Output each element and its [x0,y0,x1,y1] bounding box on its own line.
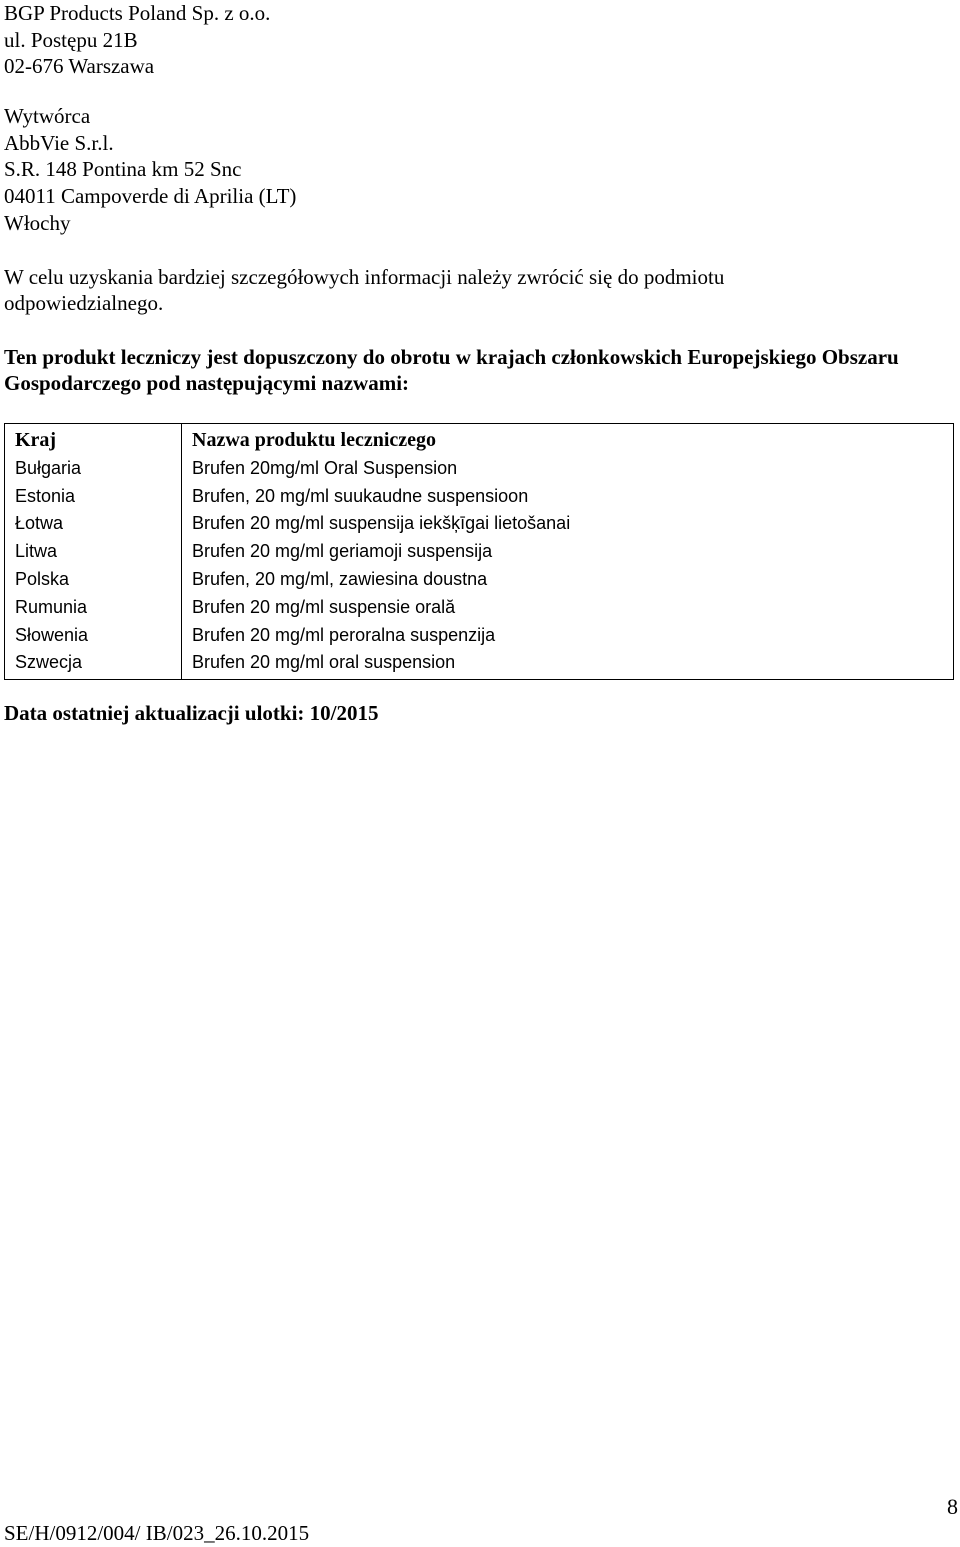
table-cell-country: Łotwa [15,513,64,534]
table-cell-product-name: Brufen 20 mg/ml geriamoji suspensija [192,541,493,562]
table-cell-country: Litwa [15,541,58,562]
table-header-country: Kraj [15,429,57,451]
representative-address [4,0,270,80]
address-line: S.R. 148 Pontina km 52 Snc [4,157,242,182]
table-cell-country: Szwecja [15,652,83,673]
table-cell-country: Estonia [15,485,76,506]
address-line: BGP Products Poland Sp. z o.o. [4,1,271,25]
country-column [5,424,182,679]
table-cell-product-name: Brufen, 20 mg/ml, zawiesina doustna [192,568,488,589]
table-cell-product-name: Brufen 20mg/ml Oral Suspension [192,457,458,478]
table-cell-product-name: Brufen 20 mg/ml oral suspension [192,652,456,673]
address-line: ul. Postępu 21B [4,27,138,52]
address-line: AbbVie S.r.l. [4,130,114,155]
last-update-date: Data ostatniej aktualizacji ulotki: 10/2015 [4,701,379,725]
table-cell-product-name: Brufen 20 mg/ml suspensie orală [192,596,456,617]
table-cell-country: Polska [15,568,70,589]
product-names-table [4,423,954,680]
address-line: Włochy [4,210,71,235]
table-cell-country: Bułgaria [15,457,82,478]
address-line: 02-676 Warszawa [4,54,155,79]
manufacturer-label: Wytwórca [4,104,91,128]
page-number: 8 [947,1494,958,1519]
table-cell-product-name: Brufen, 20 mg/ml suukaudne suspensioon [192,485,529,506]
document-code: SE/H/0912/004/ IB/023_26.10.2015 [4,1521,310,1545]
eea-heading: Ten produkt leczniczy jest dopuszczony do obrotu w krajach członkowskich Europejskiego Obszaru Gospodarczego pod następującymi nazwami: [4,345,899,395]
info-paragraph: W celu uzyskania bardziej szczegółowych informacji należy zwrócić się do podmiotu odpowiedzialnego. [4,265,725,315]
product-name-column [182,424,953,679]
table-header-product-name: Nazwa produktu leczniczego [192,429,437,451]
table-cell-country: Słowenia [15,624,89,645]
table-cell-country: Rumunia [15,596,88,617]
address-line: 04011 Campoverde di Aprilia (LT) [4,184,297,209]
manufacturer-address [4,103,296,237]
table-cell-product-name: Brufen 20 mg/ml suspensija iekšķīgai lietošanai [192,513,571,534]
table-cell-product-name: Brufen 20 mg/ml peroralna suspenzija [192,624,496,645]
